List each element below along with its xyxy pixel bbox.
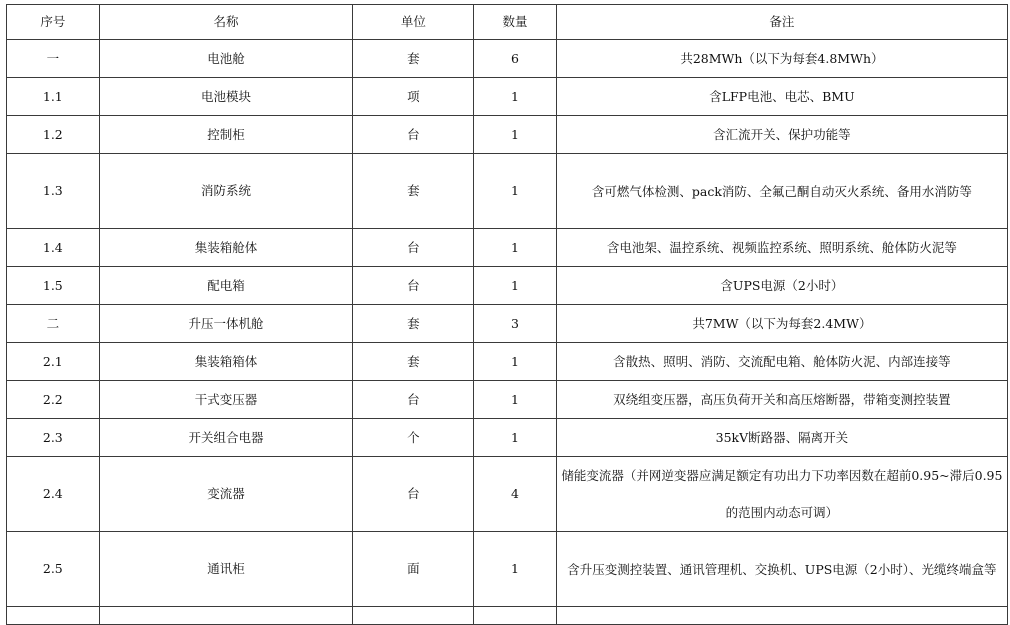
cell-unit: 套	[353, 305, 474, 343]
cell-name: 集装箱舱体	[99, 229, 353, 267]
cell-remark: 双绕组变压器，高压负荷开关和高压熔断器，带箱变测控装置	[556, 381, 1007, 419]
cell-no: 2.4	[7, 457, 100, 532]
cell-name: 干式变压器	[99, 381, 353, 419]
cell-name: 控制柜	[99, 116, 353, 154]
cell-qty: 1	[474, 532, 557, 607]
cell-no: 1.3	[7, 154, 100, 229]
cell-empty	[99, 607, 353, 625]
cell-name: 升压一体机舱	[99, 305, 353, 343]
cell-qty: 4	[474, 457, 557, 532]
cell-unit: 面	[353, 532, 474, 607]
header-qty: 数量	[474, 5, 557, 40]
cell-unit: 个	[353, 419, 474, 457]
cell-name: 消防系统	[99, 154, 353, 229]
table-row	[7, 305, 1008, 343]
cell-remark: 含升压变测控装置、通讯管理机、交换机、UPS电源（2小时）、光缆终端盒等	[556, 532, 1007, 607]
cell-no: 2.2	[7, 381, 100, 419]
cell-name: 变流器	[99, 457, 353, 532]
cell-empty	[556, 607, 1007, 625]
cell-qty: 1	[474, 154, 557, 229]
header-name: 名称	[99, 5, 353, 40]
cell-no: 2.1	[7, 343, 100, 381]
cell-unit: 套	[353, 154, 474, 229]
cell-name: 电池模块	[99, 78, 353, 116]
cell-unit: 台	[353, 381, 474, 419]
cell-unit: 台	[353, 457, 474, 532]
cell-empty	[7, 607, 100, 625]
cell-unit: 台	[353, 267, 474, 305]
cell-remark: 35kV断路器、隔离开关	[556, 419, 1007, 457]
table-row	[7, 229, 1008, 267]
cell-qty: 3	[474, 305, 557, 343]
header-remark: 备注	[556, 5, 1007, 40]
cell-name: 集装箱箱体	[99, 343, 353, 381]
cell-qty: 1	[474, 267, 557, 305]
cell-qty: 6	[474, 40, 557, 78]
cell-unit: 套	[353, 343, 474, 381]
cell-unit: 台	[353, 229, 474, 267]
cell-remark: 共28MWh（以下为每套4.8MWh）	[556, 40, 1007, 78]
cell-remark: 含汇流开关、保护功能等	[556, 116, 1007, 154]
cell-unit: 台	[353, 116, 474, 154]
cell-no: 2.5	[7, 532, 100, 607]
cell-qty: 1	[474, 343, 557, 381]
cell-no: 1.1	[7, 78, 100, 116]
cell-no: 二	[7, 305, 100, 343]
table-row	[7, 154, 1008, 229]
cell-empty	[474, 607, 557, 625]
table-row	[7, 343, 1008, 381]
equipment-table	[6, 4, 1008, 625]
cell-remark: 共7MW（以下为每套2.4MW）	[556, 305, 1007, 343]
table-row	[7, 419, 1008, 457]
header-row	[7, 5, 1008, 40]
cell-qty: 1	[474, 116, 557, 154]
cell-qty: 1	[474, 229, 557, 267]
cell-no: 1.2	[7, 116, 100, 154]
header-no: 序号	[7, 5, 100, 40]
cell-unit: 套	[353, 40, 474, 78]
cell-name: 配电箱	[99, 267, 353, 305]
cell-remark: 含LFP电池、电芯、BMU	[556, 78, 1007, 116]
cell-remark: 含电池架、温控系统、视频监控系统、照明系统、舱体防火泥等	[556, 229, 1007, 267]
cell-no: 2.3	[7, 419, 100, 457]
cell-qty: 1	[474, 78, 557, 116]
cell-name: 开关组合电器	[99, 419, 353, 457]
cell-empty	[353, 607, 474, 625]
cell-name: 电池舱	[99, 40, 353, 78]
cell-remark: 含可燃气体检测、pack消防、全氟己酮自动灭火系统、备用水消防等	[556, 154, 1007, 229]
table-row	[7, 78, 1008, 116]
header-unit: 单位	[353, 5, 474, 40]
table-row	[7, 532, 1008, 607]
cell-name: 通讯柜	[99, 532, 353, 607]
table-row	[7, 40, 1008, 78]
cell-remark: 含UPS电源（2小时）	[556, 267, 1007, 305]
cell-qty: 1	[474, 419, 557, 457]
cell-remark: 储能变流器（并网逆变器应满足额定有功出力下功率因数在超前0.95~滞后0.95的范围内动态可调）	[556, 457, 1007, 532]
cell-no: 一	[7, 40, 100, 78]
table-row-partial	[7, 607, 1008, 625]
table-row	[7, 116, 1008, 154]
cell-no: 1.4	[7, 229, 100, 267]
cell-remark: 含散热、照明、消防、交流配电箱、舱体防火泥、内部连接等	[556, 343, 1007, 381]
cell-qty: 1	[474, 381, 557, 419]
table-row	[7, 267, 1008, 305]
table-row	[7, 457, 1008, 532]
cell-unit: 项	[353, 78, 474, 116]
cell-no: 1.5	[7, 267, 100, 305]
table-row	[7, 381, 1008, 419]
